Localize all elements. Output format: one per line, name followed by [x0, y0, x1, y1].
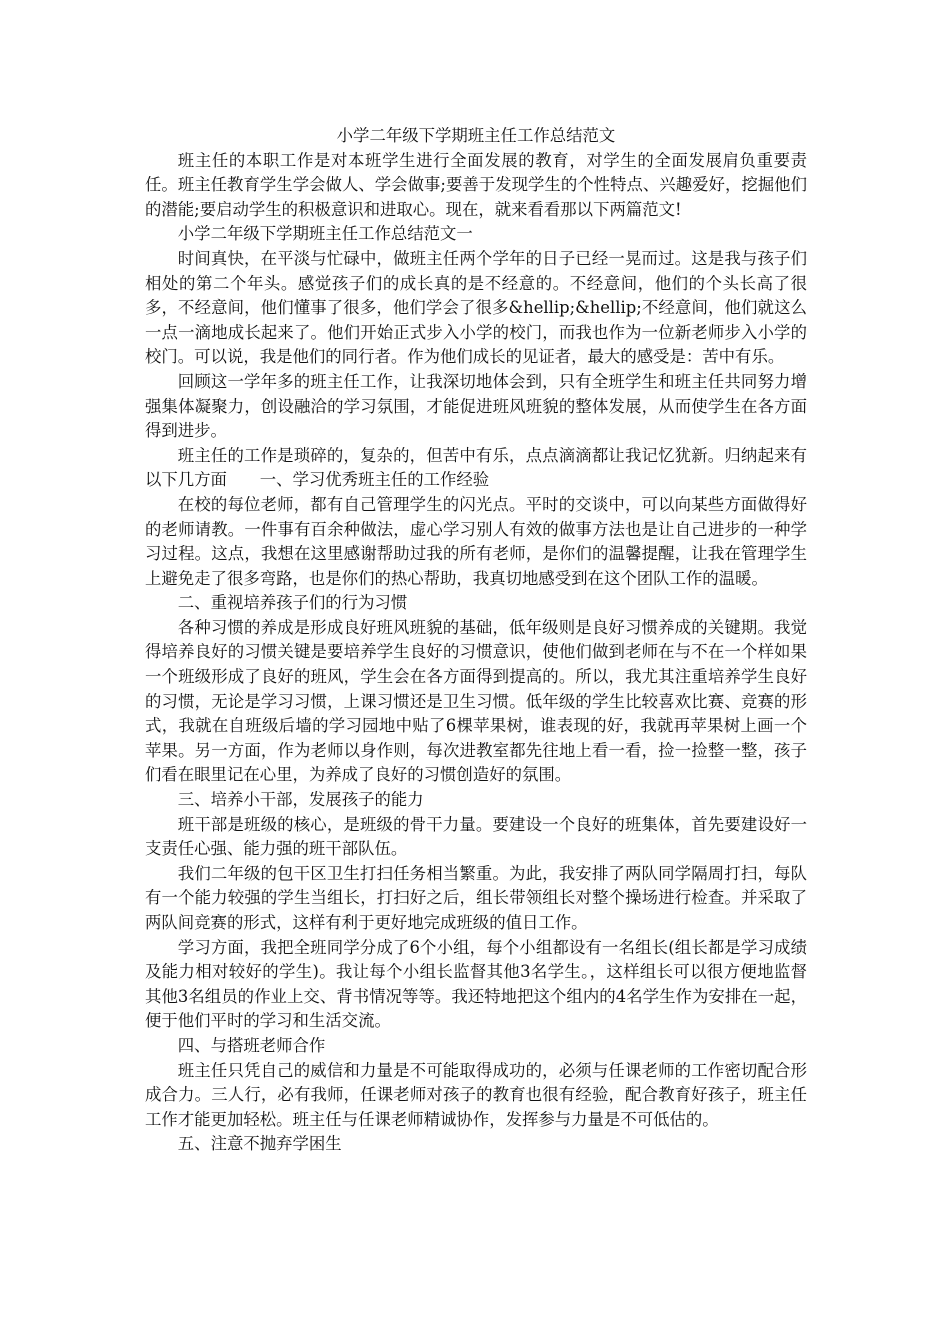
body-paragraph: 班主任只凭自己的威信和力量是不可能取得成功的，必须与任课老师的工作密切配合形成合力。三人行，必有我师，任课老师对孩子的教育也很有经验，配合教育好孩子，班主任工作才能更加轻松。班主任与任课老师精诚协作，发挥参与力量是不可低估的。 [145, 1060, 807, 1129]
section-heading: 五、注意不抛弃学困生 [177, 1134, 342, 1154]
section-heading: 三、培养小干部，发展孩子的能力 [177, 790, 424, 810]
body-paragraph: 学习方面，我把全班同学分成了6个小组，每个小组都设有一名组长(组长都是学习成绩及能力相对较好的学生)。我让每个小组长监督其他3名学生。，这样组长可以很方便地监督其他3名组员的作业上交、背书情况等等。我还特地把这个组内的4名学生作为安排在一起，便于他们平时的学习和生活交流。 [145, 937, 807, 1031]
body-paragraph: 我们二年级的包干区卫生打扫任务相当繁重。为此，我安排了两队同学隔周打扫，每队有一个能力较强的学生当组长，打扫好之后，组长带领组长对整个操场进行检查。并采取了两队间竞赛的形式，这样有利于更好地完成班级的值日工作。 [145, 863, 807, 932]
section-heading: 四、与搭班老师合作 [177, 1035, 326, 1055]
body-paragraph: 在校的每位老师，都有自己管理学生的闪光点。平时的交谈中，可以向某些方面做得好的老师请教。一件事有百余种做法，虚心学习别人有效的做事方法也是让自己进步的一种学习过程。这点，我想在这里感谢帮助过我的所有老师，是你们的温馨提醒，让我在管理学生上避免走了很多弯路，也是你们的热心帮助，我真切地感受到在这个团队工作的温暖。 [145, 494, 807, 588]
intro-paragraph: 班主任的本职工作是对本班学生进行全面发展的教育，对学生的全面发展肩负重要责任。班主任教育学生学会做人、学会做事;要善于发现学生的个性特点、兴趣爱好，挖掘他们的潜能;要启动学生的积极意识和进取心。现在，就来看看那以下两篇范文! [145, 150, 807, 219]
section-heading: 二、重视培养孩子们的行为习惯 [177, 593, 408, 613]
body-paragraph: 班干部是班级的核心，是班级的骨干力量。要建设一个良好的班集体，首先要建设好一支责任心强、能力强的班干部队伍。 [145, 814, 807, 859]
document-title: 小学二年级下学期班主任工作总结范文 [336, 126, 616, 145]
body-paragraph: 回顾这一学年多的班主任工作，让我深切地体会到，只有全班学生和班主任共同努力增强集体凝聚力，创设融洽的学习氛围，才能促进班风班貌的整体发展，从而使学生在各方面得到进步。 [145, 371, 807, 441]
body-paragraph: 班主任的工作是琐碎的，复杂的，但苦中有乐，点点滴滴都让我记忆犹新。归纳起来有以下几方面 一、学习优秀班主任的工作经验 [145, 445, 807, 490]
section-subtitle: 小学二年级下学期班主任工作总结范文一 [177, 224, 473, 244]
body-paragraph: 时间真快，在平淡与忙碌中，做班主任两个学年的日子已经一晃而过。这是我与孩子们相处的第二个年头。感觉孩子们的成长真的是不经意的。不经意间，他们的个头长高了很多，不经意间，他们懂事了很多，他们学会了很多&hellip;&hellip;不经意间，他们就这么一点一滴地成长起来了。他们开始正式步入小学的校门，而我也作为一位新老师步入小学的校门。可以说，我是他们的同行者。作为他们成长的见证者，最大的感受是：苦中有乐。 [145, 248, 807, 367]
body-paragraph: 各种习惯的养成是形成良好班风班貌的基础，低年级则是良好习惯养成的关键期。我觉得培养良好的习惯关键是要培养学生良好的习惯意识，使他们做到老师在与不在一个样如果一个班级形成了良好的班风，学生会在各方面得到提高的。所以，我尤其注重培养学生良好的习惯，无论是学习习惯，上课习惯还是卫生习惯。低年级的学生比较喜欢比赛、竞赛的形式，我就在自班级后墙的学习园地中贴了6棵苹果树，谁表现的好，我就再苹果树上画一个苹果。另一方面，作为老师以身作则，每次进教室都先往地上看一看，捡一捡整一整，孩子们看在眼里记在心里，为养成了良好的习惯创造好的氛围。 [145, 617, 807, 785]
document-page [145, 124, 807, 1157]
